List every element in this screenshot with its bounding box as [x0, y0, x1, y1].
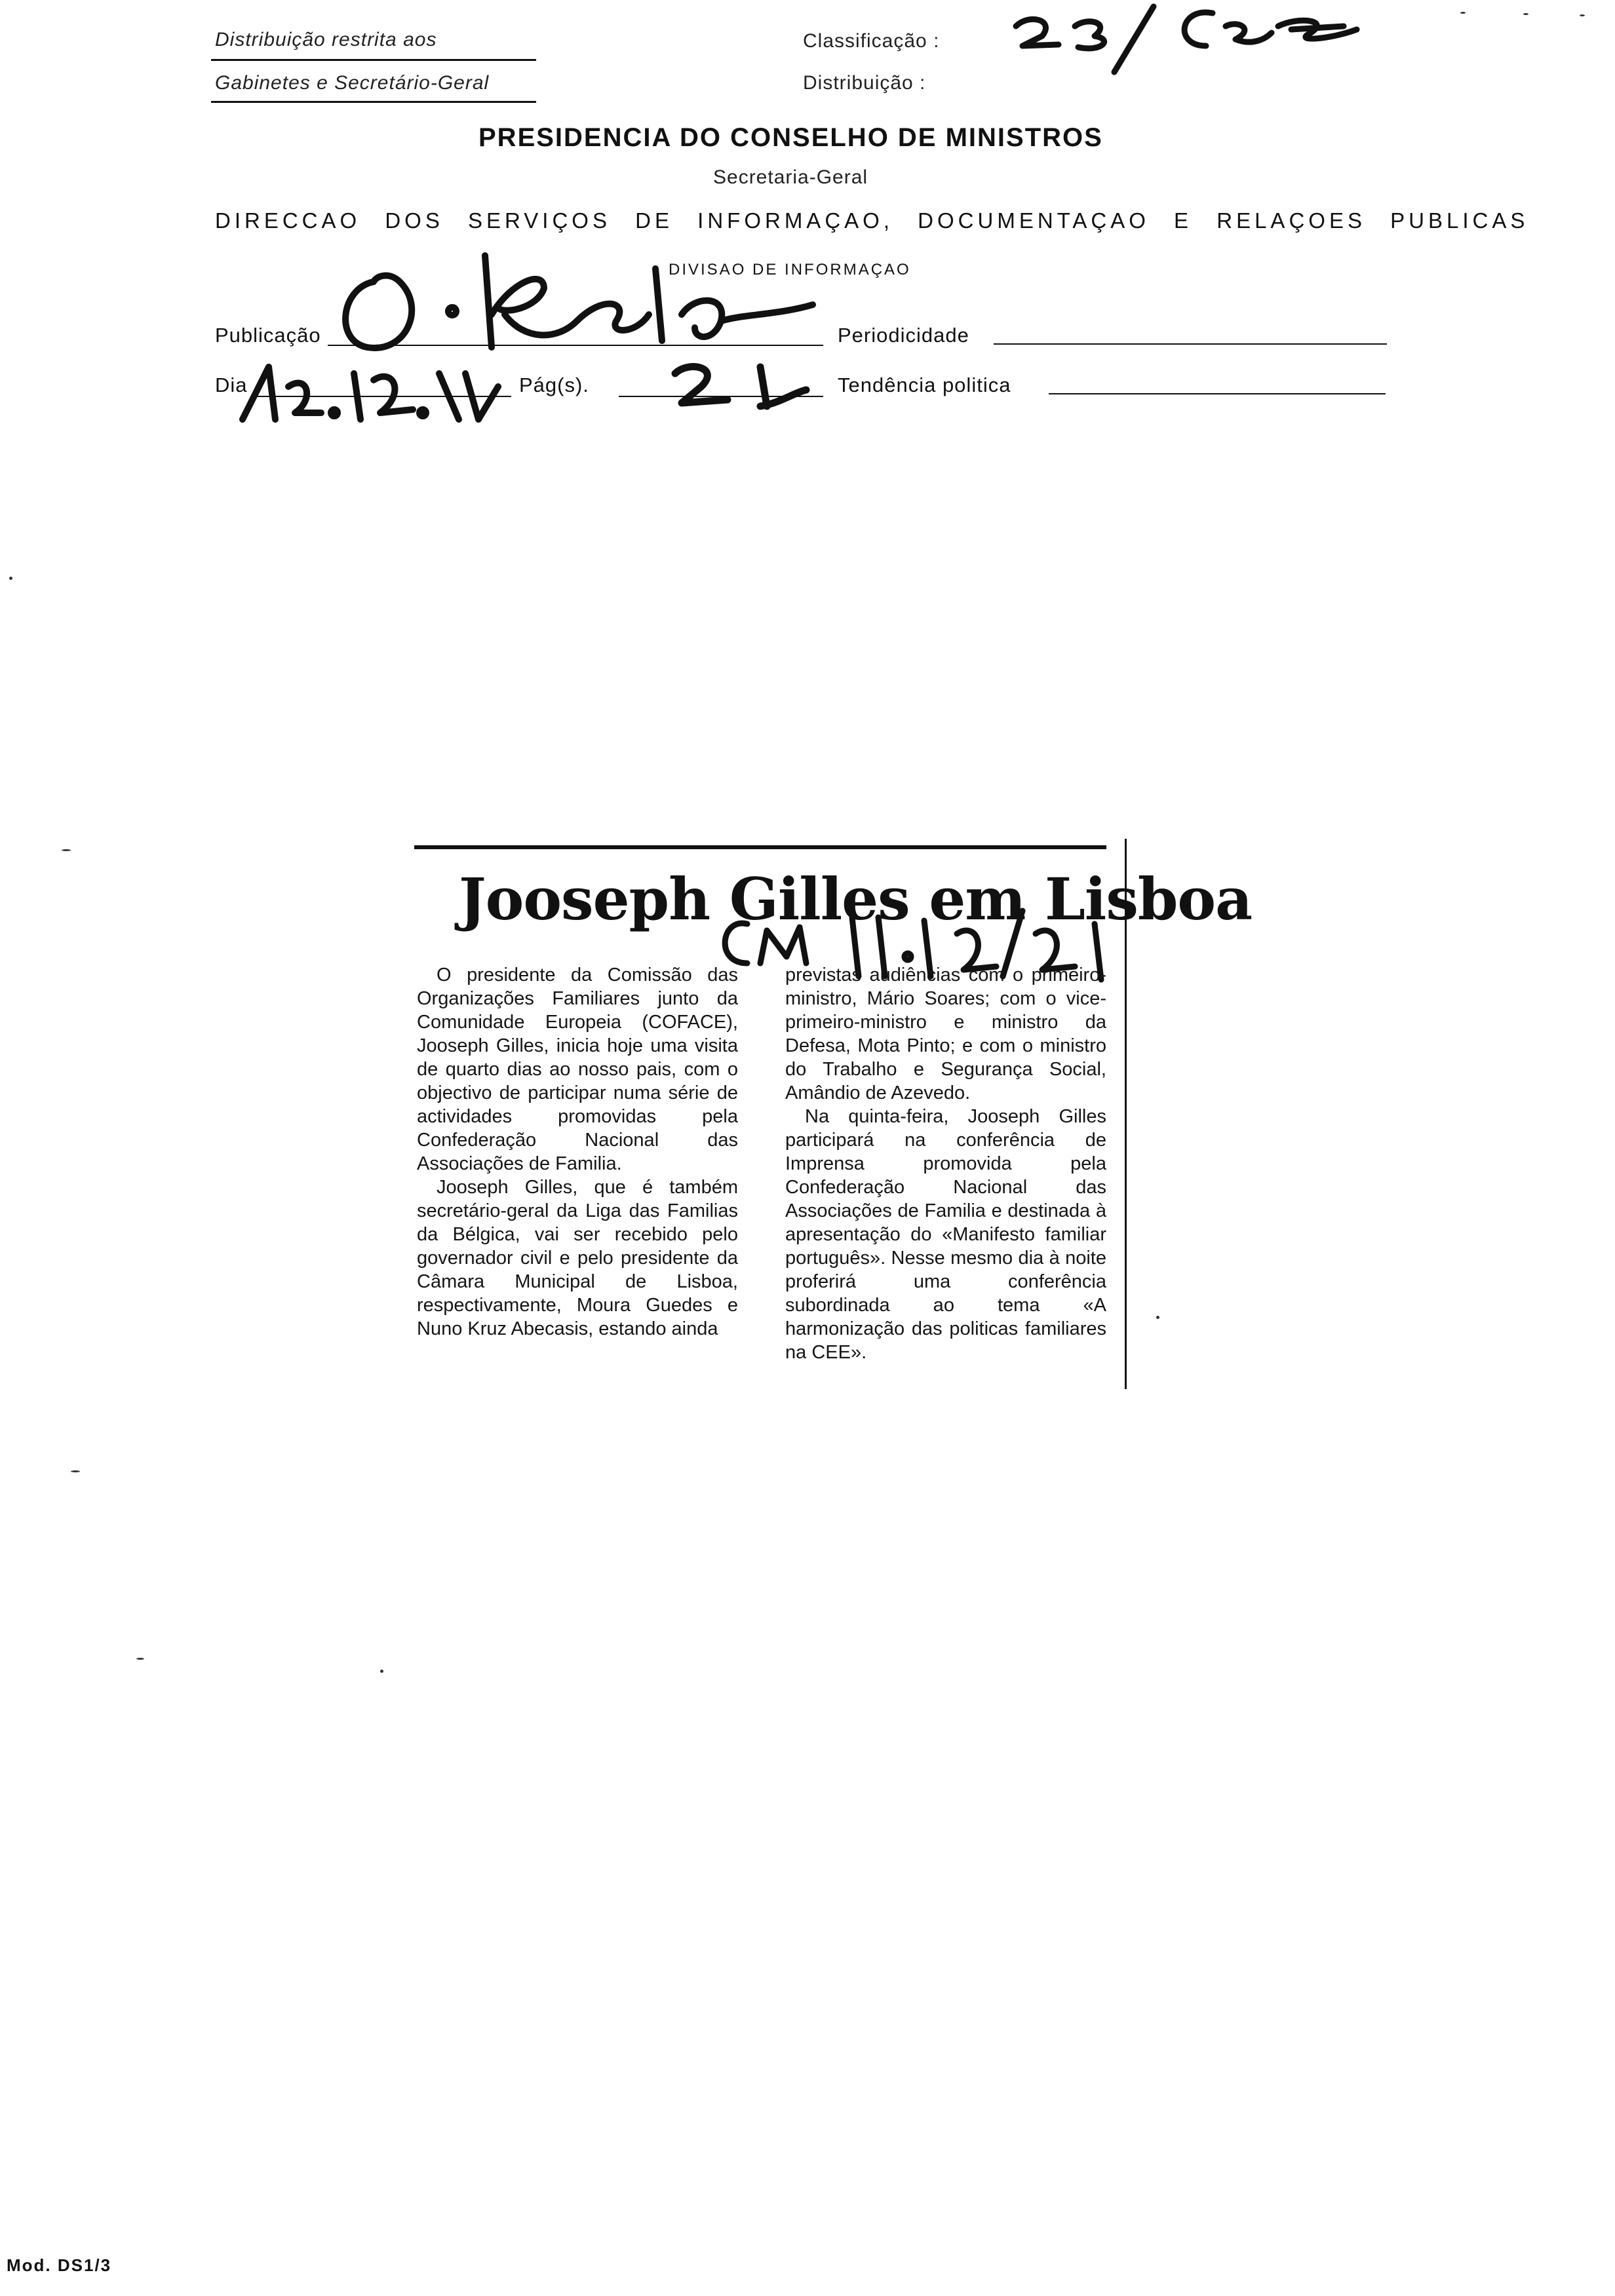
distribution-underline-2	[211, 101, 536, 103]
column2-paragraph-1: previstas audiências com o primeiro-ministro, Mário Soares; com o vice-primeiro-ministro e ministro da Defesa, Mota Pinto; e com o ministro do Trabalho e Segurança Social, Amândio de Azevedo.	[785, 965, 1106, 1103]
org-title: PRESIDENCIA DO CONSELHO DE MINISTROS	[478, 123, 1103, 152]
column1-paragraph-2: Jooseph Gilles, que é também secretário-geral da Liga das Familias da Bélgica, vai ser recebido pelo governador civil e pelo presidente da Câmara Municipal de Lisboa, respectivamente, Moura Guedes e Nuno Kruz Abecasis, estando ainda	[417, 1177, 738, 1339]
scan-speck	[1156, 1316, 1159, 1319]
distribution-restricted-line2: Gabinetes e Secretário-Geral	[215, 72, 490, 94]
column2-paragraph-2: Na quinta-feira, Jooseph Gilles participará na conferência de Imprensa promovida pela Confederação Nacional das Associações de Familia e destinada à apresentação do «Manifesto familiar português». Nesse mesmo dia à noite proferirá uma conferência subordinada ao tema «A harmonização das politicas familiares na CEE».	[785, 1106, 1106, 1363]
day-value-text	[252, 373, 253, 374]
scan-speck	[62, 849, 71, 851]
tendency-line[interactable]	[1049, 393, 1386, 394]
periodicity-line[interactable]	[994, 343, 1387, 345]
clipping-headline: Jooseph Gilles em Lisboa	[459, 865, 1253, 933]
day-label: Dia	[215, 373, 248, 396]
scan-speck	[1460, 12, 1466, 14]
clipping-column-2	[785, 963, 1106, 1364]
form-code: Mod. DS1/3	[7, 2255, 112, 2275]
pages-value-text	[662, 373, 663, 374]
pages-handwritten-value	[662, 354, 819, 413]
scan-speck	[136, 1658, 144, 1660]
distribution-restricted-line1: Distribuição restrita aos	[215, 29, 437, 50]
scan-speck	[1523, 13, 1528, 15]
publication-handwritten-value	[328, 242, 832, 360]
column1-paragraph-1: O presidente da Comissão das Organizações Familiares junto da Comunidade Europeia (COFACE), Jooseph Gilles, inicia hoje uma visita de quarto dias ao nosso pais, com o objectivo de participar numa série de actividades promovidas pela Confederação Nacional das Associações de Familia.	[417, 965, 738, 1174]
classification-handwritten-value	[1003, 0, 1370, 85]
scan-speck	[71, 1470, 80, 1472]
scan-speck	[1580, 14, 1585, 16]
publication-label: Publicação	[215, 324, 321, 347]
distribution-underline-1	[211, 59, 536, 61]
day-handwritten-value	[223, 347, 524, 432]
scan-speck	[380, 1670, 383, 1673]
pages-label: Pág(s).	[519, 373, 589, 396]
clipping-annotation-text	[701, 917, 702, 918]
scan-speck	[9, 577, 12, 580]
clipping-top-rule	[414, 845, 1106, 849]
org-subtitle: Secretaria-Geral	[713, 166, 868, 188]
distribution-label: Distribuição :	[803, 72, 926, 94]
division-line: DIVISAO DE INFORMAÇAO	[669, 261, 911, 278]
tendency-label: Tendência politica	[838, 373, 1011, 396]
classification-label: Classificação :	[803, 30, 940, 52]
clipping-column-1	[417, 963, 738, 1341]
periodicity-label: Periodicidade	[838, 324, 969, 347]
department-line: DIRECCAO DOS SERVIÇOS DE INFORMAÇAO, DOCUMENTAÇAO E RELAÇOES PUBLICAS	[215, 208, 1529, 233]
